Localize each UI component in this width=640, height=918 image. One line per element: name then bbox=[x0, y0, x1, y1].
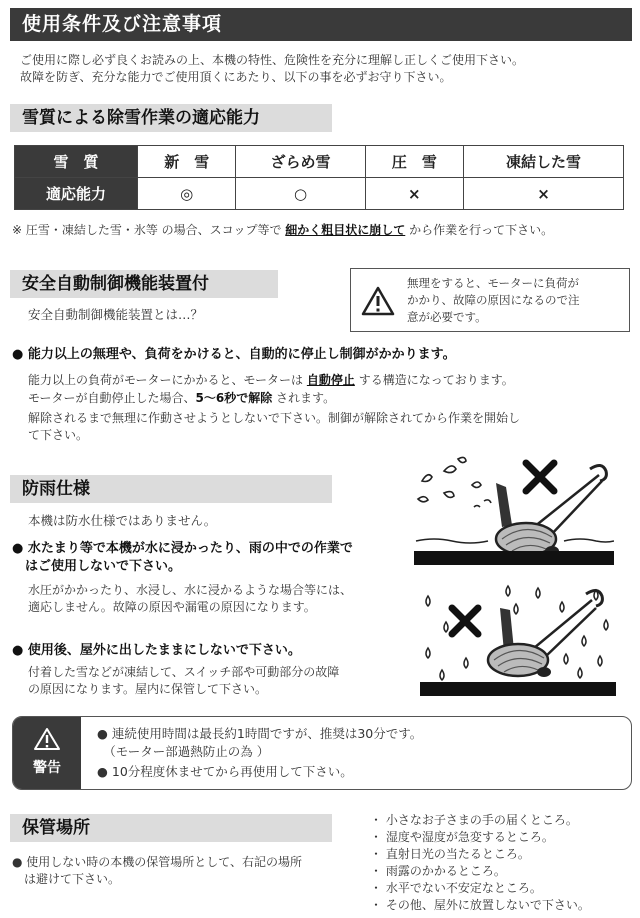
storage-item-6: ・ その他、屋外に放置しないで下さい。 bbox=[370, 898, 590, 912]
main-title: 使用条件及び注意事項 bbox=[10, 8, 632, 41]
intro-line-2: 故障を防ぎ、充分な能力でご使用頂くにあたり、以下の事を必ずお守り下さい。 bbox=[20, 70, 452, 84]
rain-text-1-line-1: 水圧がかかったり、水浸し、水に浸かるような場合等には、 bbox=[28, 583, 353, 597]
rating-frozen: × bbox=[464, 178, 624, 210]
snow-col-new: 新 雪 bbox=[138, 146, 236, 178]
warning-label: 警告 bbox=[33, 760, 61, 776]
rating-granular: ○ bbox=[236, 178, 365, 210]
storage-text-line-2: は避けて下さい。 bbox=[12, 872, 121, 886]
rain-lead: 本機は防水仕様ではありません。 bbox=[28, 513, 217, 528]
safety-line-2-prefix: モーターが自動停止した場合、 bbox=[28, 391, 196, 405]
snow-table-rating-row bbox=[15, 178, 624, 210]
caution-triangle-icon bbox=[361, 286, 395, 316]
snow-note bbox=[12, 222, 553, 239]
safety-line-1-emphasis: 自動停止 bbox=[306, 373, 355, 387]
snow-col-granular: ざらめ雪 bbox=[236, 146, 365, 178]
snow-col-packed: 圧 雪 bbox=[365, 146, 463, 178]
snow-col-frozen: 凍結した雪 bbox=[464, 146, 624, 178]
storage-section-title: 保管場所 bbox=[10, 814, 332, 842]
warning-line-1: ● 連続使用時間は最長約1時間ですが、推奨は30分です。 bbox=[97, 726, 423, 741]
puddle-illustration bbox=[414, 455, 614, 570]
warning-line-2: （モーター部過熱防止の為 ） bbox=[97, 744, 270, 759]
snow-table-header-row bbox=[15, 146, 624, 178]
rain-illustration bbox=[420, 578, 616, 703]
rain-bullet-1-line-1: ● 水たまり等で本機が水に浸かったり、雨の中での作業で bbox=[12, 541, 353, 556]
snow-section-title: 雪質による除雪作業の適応能力 bbox=[10, 104, 332, 132]
rain-text-2-line-2: の原因になります。屋内に保管して下さい。 bbox=[28, 682, 268, 696]
rain-bullet-1-line-2: はご使用しないで下さい。 bbox=[12, 559, 182, 574]
rain-bullet-2: ● 使用後、屋外に出したままにしないで下さい。 bbox=[12, 643, 301, 658]
snow-table-row-label: 適応能力 bbox=[15, 178, 138, 210]
storage-item-4: ・ 雨露のかかるところ。 bbox=[370, 864, 506, 878]
safety-line-4: て下さい。 bbox=[28, 428, 89, 442]
caution-line-1: 無理をすると、モーターに負荷が bbox=[407, 276, 580, 290]
safety-line-2 bbox=[28, 390, 335, 407]
warning-triangle-icon bbox=[33, 727, 61, 751]
rain-text-2-line-1: 付着した雪などが凍結して、スイッチ部や可動部分の故障 bbox=[28, 665, 340, 679]
storage-item-3: ・ 直射日光の当たるところ。 bbox=[370, 847, 530, 861]
safety-subtitle: 安全自動制御機能装置とは…？ bbox=[28, 307, 204, 322]
snow-note-prefix: ※ 圧雪・凍結した雪・氷等 の場合、スコップ等で bbox=[12, 223, 286, 237]
rating-packed: × bbox=[365, 178, 463, 210]
rain-text-1-line-2: 適応しません。故障の原因や漏電の原因になります。 bbox=[28, 600, 316, 614]
safety-section-title: 安全自動制御機能装置付 bbox=[10, 270, 278, 298]
safety-bullet: ● 能力以上の無理や、負荷をかけると、自動的に停止し制御がかかります。 bbox=[12, 347, 456, 362]
snow-quality-table bbox=[14, 145, 624, 210]
snow-note-emphasis: 細かく粗目状に崩して bbox=[285, 223, 406, 237]
safety-line-1-suffix: する構造になっております。 bbox=[354, 373, 514, 387]
safety-line-1 bbox=[28, 372, 514, 389]
storage-text-line-1: ● 使用しない時の本機の保管場所として、右記の場所 bbox=[12, 855, 303, 869]
storage-item-5: ・ 水平でない不安定なところ。 bbox=[370, 881, 542, 895]
storage-item-2: ・ 湿度や湿度が急変するところ。 bbox=[370, 830, 554, 844]
storage-item-1: ・ 小さなお子さまの手の届くところ。 bbox=[370, 813, 578, 827]
warning-box bbox=[12, 716, 632, 790]
rating-new: ◎ bbox=[138, 178, 236, 210]
rain-section-title: 防雨仕様 bbox=[10, 475, 332, 503]
warning-line-3: ● 10分程度休ませてから再使用して下さい。 bbox=[97, 764, 353, 779]
safety-line-2-emphasis: 5～6秒で解除 bbox=[195, 391, 273, 405]
safety-line-1-prefix: 能力以上の負荷がモーターにかかると、モーターは bbox=[28, 373, 307, 387]
caution-line-3: 意が必要です。 bbox=[407, 310, 487, 324]
snow-table-header-label: 雪 質 bbox=[15, 146, 138, 178]
caution-box bbox=[350, 268, 630, 332]
safety-line-2-suffix: されます。 bbox=[272, 391, 336, 405]
caution-line-2: かかり、故障の原因になるので注 bbox=[407, 293, 580, 307]
warning-label-panel bbox=[13, 717, 81, 790]
safety-line-3: 解除されるまで無理に作動させようとしないで下さい。制御が解除されてから作業を開始し bbox=[28, 411, 521, 425]
snow-note-suffix: から作業を行って下さい。 bbox=[405, 223, 554, 237]
intro-line-1: ご使用に際し必ず良くお読みの上、本機の特性、危険性を充分に理解し正しくご使用下さい。 bbox=[20, 53, 525, 67]
